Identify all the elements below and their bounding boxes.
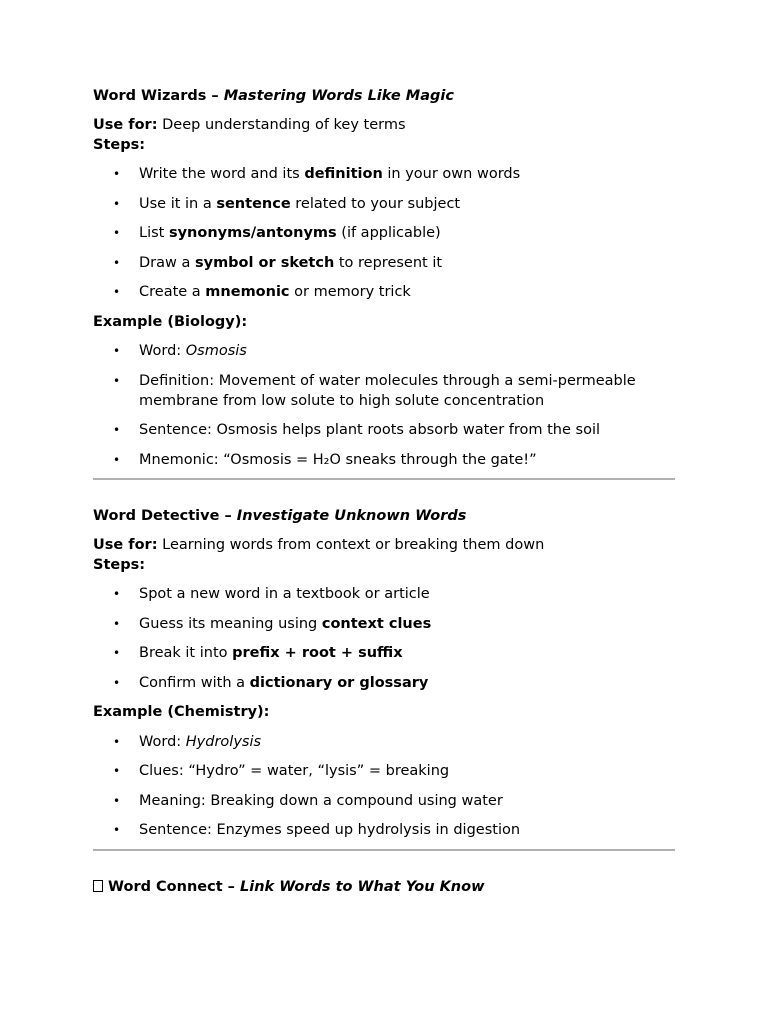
example-list (93, 341, 675, 470)
list-item: • Draw a symbol or sketch to represent it (93, 253, 675, 273)
list-item: • Create a mnemonic or memory trick (93, 282, 675, 302)
horizontal-divider (93, 478, 675, 480)
list-item: • Write the word and its definition in your own words (93, 164, 675, 184)
list-item: • Sentence: Osmosis helps plant roots absorb water from the soil (93, 420, 675, 440)
use-for-line: Use for: Deep understanding of key terms (93, 117, 406, 133)
list-item: • Word: Hydrolysis (93, 732, 675, 752)
example-label: Example (Biology): (93, 313, 248, 330)
missing-glyph-icon (93, 880, 103, 892)
list-item: • Definition: Movement of water molecules through a semi-permeable membrane from low solute to high solute concentration (93, 371, 675, 411)
example-list (93, 732, 675, 841)
steps-label: Steps: (93, 137, 146, 153)
steps-list (93, 584, 675, 693)
list-item: • Spot a new word in a textbook or article (93, 584, 675, 604)
list-item: • Break it into prefix + root + suffix (93, 643, 675, 663)
use-for-line: Use for: Learning words from context or breaking them down (93, 537, 545, 553)
example-label: Example (Chemistry): (93, 704, 270, 720)
word-connect-section (93, 877, 675, 897)
list-item: • List synonyms/antonyms (if applicable) (93, 223, 675, 243)
list-item: • Mnemonic: “Osmosis = H₂O sneaks through the gate!” (93, 450, 675, 470)
list-item: • Word: Osmosis (93, 341, 675, 361)
steps-label: Steps: (93, 557, 146, 573)
section-title: Word Connect – Link Words to What You Know (93, 877, 675, 897)
list-item: • Clues: “Hydro” = water, “lysis” = breaking (93, 761, 675, 781)
section-title: Word Detective – Investigate Unknown Words (93, 508, 467, 524)
section-title: Word Wizards – Mastering Words Like Magic (93, 88, 454, 104)
list-item: • Confirm with a dictionary or glossary (93, 673, 675, 693)
list-item: • Meaning: Breaking down a compound using water (93, 791, 675, 811)
horizontal-divider (93, 849, 675, 851)
list-item: • Use it in a sentence related to your subject (93, 194, 675, 214)
word-wizards-section (93, 86, 675, 470)
word-detective-section (93, 506, 675, 840)
steps-list (93, 164, 675, 302)
list-item: • Guess its meaning using context clues (93, 614, 675, 634)
list-item: • Sentence: Enzymes speed up hydrolysis in digestion (93, 820, 675, 840)
